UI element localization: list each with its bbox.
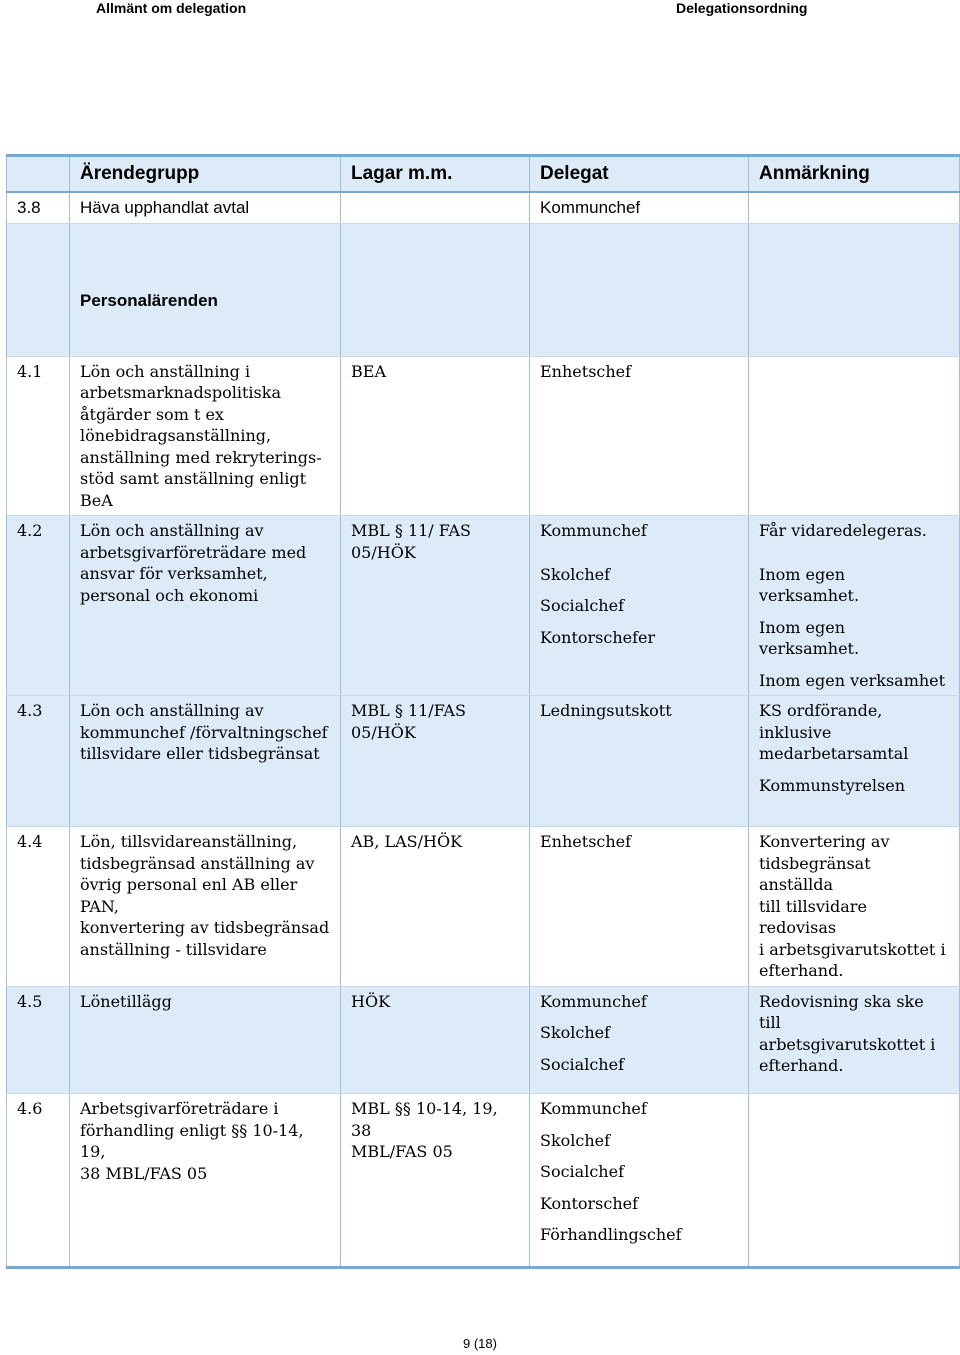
arende-line: lönebidragsanställning, bbox=[80, 426, 272, 445]
arende-line: ansvar för verksamhet, bbox=[80, 564, 268, 583]
row-arende bbox=[70, 516, 341, 696]
arende-line: Lön och anställning av bbox=[80, 701, 264, 720]
anm-line: efterhand. bbox=[759, 1056, 844, 1075]
arende-line: övrig personal enl AB eller PAN, bbox=[80, 875, 298, 916]
page-number: 9 (18) bbox=[463, 1336, 497, 1351]
row-delegat: Enhetschef bbox=[530, 356, 749, 516]
row-delegat: Kommunchef bbox=[530, 192, 749, 223]
anm-line: efterhand. bbox=[759, 961, 844, 980]
arende-line: anställning - tillsvidare bbox=[80, 939, 267, 959]
arende-line: Lön och anställning i bbox=[80, 361, 251, 381]
lagar-line: 05/HÖK bbox=[351, 722, 416, 742]
arende-line: förhandling enligt §§ 10-14, 19, bbox=[80, 1120, 304, 1161]
row-lagar: BEA bbox=[341, 356, 530, 516]
header-cell-delegat: Delegat bbox=[530, 156, 749, 193]
row-delegat bbox=[530, 223, 749, 356]
anm-line: medarbetarsamtal bbox=[759, 744, 909, 763]
arende-line: tidsbegränsad anställning av bbox=[80, 853, 315, 873]
arende-line: arbetsgivarföreträdare med bbox=[80, 542, 307, 562]
section-row bbox=[7, 223, 960, 356]
row-delegat: Ledningsutskott bbox=[530, 696, 749, 827]
row-lagar: AB, LAS/HÖK bbox=[341, 827, 530, 987]
section-title: Personalärenden bbox=[80, 290, 218, 310]
anm-line: Kommunstyrelsen bbox=[759, 775, 906, 795]
row-anmarkning bbox=[749, 516, 960, 696]
row-lagar bbox=[341, 516, 530, 696]
anm-line: Får vidaredelegeras. bbox=[759, 521, 927, 540]
arende-line: åtgärder som t ex bbox=[80, 404, 224, 424]
row-delegat bbox=[530, 516, 749, 696]
row-number bbox=[7, 223, 70, 356]
header-cell-number bbox=[7, 156, 70, 193]
anm-line: arbetsgivarutskottet i bbox=[759, 1034, 936, 1054]
header-left: Allmänt om delegation bbox=[96, 0, 247, 16]
row-anmarkning bbox=[749, 696, 960, 827]
row-number: 4.3 bbox=[7, 696, 70, 827]
arende-line: konvertering av tidsbegränsad bbox=[80, 918, 330, 937]
anm-line: till tillsvidare redovisas bbox=[759, 896, 867, 937]
row-number: 4.6 bbox=[7, 1094, 70, 1268]
header-cell-arendegrupp: Ärendegrupp bbox=[70, 156, 341, 193]
delegat-line: Skolchef bbox=[540, 1023, 611, 1042]
header-right: Delegationsordning bbox=[676, 0, 808, 16]
lagar-line: MBL § 11/FAS bbox=[351, 701, 466, 720]
row-arende: Lönetillägg bbox=[70, 986, 341, 1094]
arende-line: 38 MBL/FAS 05 bbox=[80, 1163, 208, 1183]
row-number: 4.4 bbox=[7, 827, 70, 987]
row-arende bbox=[70, 356, 341, 516]
header-cell-lagar: Lagar m.m. bbox=[341, 156, 530, 193]
table-row bbox=[7, 1094, 960, 1268]
arende-line: stöd samt anställning enligt BeA bbox=[80, 469, 307, 510]
row-anmarkning bbox=[749, 986, 960, 1094]
anm-line: i arbetsgivarutskottet i bbox=[759, 939, 946, 959]
table-row bbox=[7, 827, 960, 987]
row-delegat bbox=[530, 986, 749, 1094]
delegat-line: Skolchef bbox=[540, 564, 611, 584]
table-row bbox=[7, 986, 960, 1094]
delegat-line: Kommunchef bbox=[540, 1099, 647, 1118]
row-anmarkning bbox=[749, 356, 960, 516]
delegat-line: Kommunchef bbox=[540, 991, 647, 1011]
table-row bbox=[7, 192, 960, 223]
table-row bbox=[7, 356, 960, 516]
delegat-line: Socialchef bbox=[540, 1054, 624, 1074]
row-number: 4.1 bbox=[7, 356, 70, 516]
delegat-line: Socialchef bbox=[540, 596, 624, 615]
row-number: 3.8 bbox=[7, 192, 70, 223]
delegat-line: Socialchef bbox=[540, 1162, 624, 1181]
arende-line: tillsvidare eller tidsbegränsat bbox=[80, 744, 320, 763]
table-row bbox=[7, 516, 960, 696]
row-arende bbox=[70, 1094, 341, 1268]
row-anmarkning bbox=[749, 192, 960, 223]
header-cell-anmarkning: Anmärkning bbox=[749, 156, 960, 193]
arende-line: kommunchef /förvaltningschef bbox=[80, 722, 328, 742]
delegat-line: Kommunchef bbox=[540, 521, 647, 540]
row-delegat bbox=[530, 1094, 749, 1268]
row-arende bbox=[70, 827, 341, 987]
table-header-row bbox=[7, 156, 960, 193]
anm-line: Inom egen verksamhet. bbox=[759, 617, 860, 658]
anm-line: KS ordförande, bbox=[759, 701, 883, 720]
table-row bbox=[7, 696, 960, 827]
row-lagar bbox=[341, 696, 530, 827]
anm-line: tidsbegränsat anställda bbox=[759, 853, 871, 894]
anm-line: inklusive bbox=[759, 722, 832, 742]
anm-line: Redovisning ska ske till bbox=[759, 991, 924, 1032]
delegat-line: Skolchef bbox=[540, 1130, 611, 1150]
row-lagar bbox=[341, 223, 530, 356]
row-lagar: HÖK bbox=[341, 986, 530, 1094]
arende-line: Lön och anställning av bbox=[80, 521, 264, 540]
arende-line: personal och ekonomi bbox=[80, 585, 259, 605]
row-arende: Häva upphandlat avtal bbox=[70, 192, 341, 223]
delegat-line: Kontorschefer bbox=[540, 627, 656, 647]
lagar-line: MBL § 11/ FAS bbox=[351, 521, 471, 540]
anm-line: Inom egen verksamhet bbox=[759, 670, 946, 690]
lagar-line: MBL §§ 10-14, 19, 38 bbox=[351, 1099, 498, 1140]
delegation-table bbox=[6, 154, 960, 1269]
row-number: 4.2 bbox=[7, 516, 70, 696]
anm-line: Konvertering av bbox=[759, 832, 890, 851]
lagar-line: 05/HÖK bbox=[351, 542, 416, 562]
row-anmarkning bbox=[749, 1094, 960, 1268]
row-arende bbox=[70, 696, 341, 827]
arende-line: Arbetsgivarföreträdare i bbox=[80, 1099, 279, 1118]
row-anmarkning bbox=[749, 223, 960, 356]
delegat-line: Kontorschef bbox=[540, 1193, 639, 1213]
row-lagar bbox=[341, 192, 530, 223]
arende-line: Lön, tillsvidareanställning, bbox=[80, 832, 298, 851]
lagar-line: MBL/FAS 05 bbox=[351, 1142, 453, 1161]
row-delegat: Enhetschef bbox=[530, 827, 749, 987]
arende-line: arbetsmarknadspolitiska bbox=[80, 383, 281, 402]
arende-line: anställning med rekryterings- bbox=[80, 447, 322, 467]
row-number: 4.5 bbox=[7, 986, 70, 1094]
row-anmarkning bbox=[749, 827, 960, 987]
anm-line: Inom egen verksamhet. bbox=[759, 564, 860, 605]
section-cell bbox=[70, 223, 341, 356]
row-lagar bbox=[341, 1094, 530, 1268]
delegat-line: Förhandlingschef bbox=[540, 1225, 682, 1244]
